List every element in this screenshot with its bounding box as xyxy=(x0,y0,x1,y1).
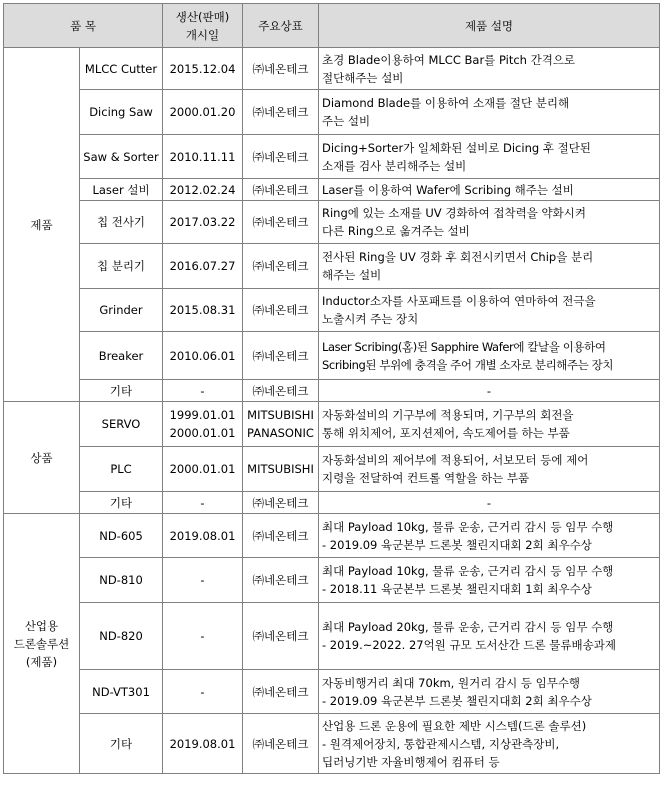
category-label: 상품 xyxy=(30,450,53,465)
description-cell xyxy=(319,714,660,774)
brand-cell xyxy=(243,714,319,774)
category-label-line: (제품) xyxy=(25,654,58,669)
category-label-line: 드론솔루션 xyxy=(13,636,70,651)
description-line: Laser Scribing(홈)된 Sapphire Wafer에 칼날을 이용하여 xyxy=(322,339,606,354)
description-line: 딥러닝기반 자율비행제어 컴퓨터 등 xyxy=(322,754,500,769)
table-row xyxy=(4,603,660,670)
brand-line: ㈜네온테크 xyxy=(252,528,309,543)
category-cell xyxy=(4,48,80,402)
description-cell xyxy=(319,289,660,332)
item-name-cell: 칩 전사기 xyxy=(80,201,163,244)
brand-line: ㈜네온테크 xyxy=(252,105,309,119)
category-cell xyxy=(4,514,80,774)
description-line: - 2019.~2022. 27억원 규모 도서산간 드론 물류배송과제 xyxy=(322,638,616,652)
description-line: 소재를 검사 분리해주는 설비 xyxy=(322,158,467,173)
product-table xyxy=(3,3,660,774)
launch-date-cell xyxy=(163,492,243,514)
launch-date-line: - xyxy=(200,684,205,699)
launch-date-cell xyxy=(163,48,243,90)
description-line: Dicing+Sorter가 일체화된 설비로 Dicing 후 절단된 xyxy=(322,140,591,155)
brand-line: ㈜네온테크 xyxy=(252,684,309,699)
description-line: - 원격제어장치, 통합관제시스템, 지상관측장비, xyxy=(322,736,560,751)
table-row xyxy=(4,670,660,714)
description-line: Inductor소자를 사포패트를 이용하여 연마하여 전극을 xyxy=(322,294,596,308)
brand-cell xyxy=(243,244,319,289)
description-cell xyxy=(319,179,660,201)
brand-cell xyxy=(243,332,319,380)
launch-date-cell xyxy=(163,714,243,774)
brand-line: ㈜네온테크 xyxy=(252,629,309,643)
description-line: 전사된 Ring을 UV 경화 후 회전시키면서 Chip을 분리 xyxy=(322,250,594,264)
description-line: - 2018.11 육군본부 드론봇 챌린지대회 1회 최우수상 xyxy=(322,582,592,596)
description-line: Laser를 이용하여 Wafer에 Scribing 해주는 설비 xyxy=(322,182,574,197)
table-row xyxy=(4,402,660,447)
brand-line: ㈜네온테크 xyxy=(252,383,309,398)
description-line: 절단해주는 설비 xyxy=(322,70,404,85)
launch-date-cell xyxy=(163,332,243,380)
launch-date-line: 2010.06.01 xyxy=(169,348,236,363)
brand-cell xyxy=(243,179,319,201)
launch-date-line: 2000.01.20 xyxy=(169,105,236,119)
table-row xyxy=(4,48,660,90)
description-cell xyxy=(319,380,660,402)
brand-cell xyxy=(243,514,319,558)
launch-date-cell xyxy=(163,514,243,558)
item-name-cell: ND-810 xyxy=(80,558,163,603)
brand-line: ㈜네온테크 xyxy=(252,215,309,229)
description-line: 자동화설비의 제어부에 적용되어, 서보모터 등에 제어 xyxy=(322,453,589,467)
launch-date-line: 2000.01.01 xyxy=(169,426,236,440)
table-row xyxy=(4,289,660,332)
table-row xyxy=(4,558,660,603)
header-launch-date xyxy=(163,4,243,48)
launch-date-cell xyxy=(163,402,243,447)
brand-cell xyxy=(243,603,319,670)
brand-cell xyxy=(243,402,319,447)
header-row xyxy=(4,4,660,48)
brand-line: ㈜네온테크 xyxy=(252,736,309,751)
category-label-line: 산업용 xyxy=(24,618,59,633)
description-cell xyxy=(319,558,660,603)
description-line: Ring에 있는 소재를 UV 경화하여 접착력을 약화시켜 xyxy=(322,206,586,220)
brand-cell xyxy=(243,90,319,135)
description-line: - 2019.09 육군본부 드론봇 챌린지대회 2회 최우수상 xyxy=(322,537,592,552)
item-name-cell: Laser 설비 xyxy=(80,179,163,201)
description-cell xyxy=(319,402,660,447)
description-line: 다른 Ring으로 옮겨주는 설비 xyxy=(322,224,470,238)
launch-date-line: 2010.11.11 xyxy=(169,149,236,164)
item-name-cell: ND-VT301 xyxy=(80,670,163,714)
description-line: Diamond Blade를 이용하여 소재를 절단 분리해 xyxy=(322,96,570,110)
launch-date-line: 2015.12.04 xyxy=(169,61,236,76)
description-line: 자동비행거리 최대 70km, 원거리 감시 등 임무수행 xyxy=(322,675,581,690)
launch-date-cell xyxy=(163,380,243,402)
description-cell xyxy=(319,244,660,289)
table-row xyxy=(4,380,660,402)
description-cell xyxy=(319,201,660,244)
brand-cell xyxy=(243,670,319,714)
launch-date-line: 2016.07.27 xyxy=(169,259,236,273)
brand-cell xyxy=(243,492,319,514)
brand-line: ㈜네온테크 xyxy=(252,348,309,363)
header-launch-line1: 생산(판매) xyxy=(175,9,230,24)
launch-date-cell xyxy=(163,201,243,244)
brand-cell xyxy=(243,201,319,244)
description-line: 산업용 드론 운용에 필요한 제반 시스템(드론 솔루션) xyxy=(322,718,587,733)
table-row xyxy=(4,714,660,774)
table-row xyxy=(4,179,660,201)
item-name-cell: ND-605 xyxy=(80,514,163,558)
launch-date-line: 1999.01.01 xyxy=(169,408,236,422)
item-name-cell: Breaker xyxy=(80,332,163,380)
launch-date-cell xyxy=(163,90,243,135)
brand-line: ㈜네온테크 xyxy=(252,61,309,76)
brand-cell xyxy=(243,380,319,402)
launch-date-line: 2019.08.01 xyxy=(169,528,236,543)
table-row xyxy=(4,514,660,558)
launch-date-line: 2017.03.22 xyxy=(169,215,236,229)
launch-date-cell xyxy=(163,135,243,179)
category-cell xyxy=(4,402,80,514)
description-line: 지령을 전달하여 컨트롤 역할을 하는 부품 xyxy=(322,471,530,485)
description-line: 초경 Blade이용하여 MLCC Bar를 Pitch 간격으로 xyxy=(322,52,576,67)
launch-date-line: 2015.08.31 xyxy=(169,303,236,317)
description-cell xyxy=(319,135,660,179)
brand-line: ㈜네온테크 xyxy=(252,303,309,317)
description-line: 최대 Payload 10kg, 물류 운송, 근거리 감시 등 임무 수행 xyxy=(322,519,614,534)
item-name-cell: MLCC Cutter xyxy=(80,48,163,90)
launch-date-line: - xyxy=(200,383,205,398)
item-name-cell: Dicing Saw xyxy=(80,90,163,135)
header-brand: 주요상표 xyxy=(243,4,319,48)
item-name-cell: 기타 xyxy=(80,492,163,514)
brand-line: MITSUBISHI xyxy=(247,408,314,422)
description-cell xyxy=(319,90,660,135)
launch-date-line: 2019.08.01 xyxy=(169,736,236,751)
category-label: 제품 xyxy=(30,217,53,232)
item-name-cell: 기타 xyxy=(80,714,163,774)
item-name-cell: ND-820 xyxy=(80,603,163,670)
description-cell xyxy=(319,48,660,90)
table-row xyxy=(4,90,660,135)
launch-date-cell xyxy=(163,244,243,289)
brand-line: ㈜네온테크 xyxy=(252,495,309,510)
launch-date-line: 2000.01.01 xyxy=(169,462,236,476)
brand-line: MITSUBISHI xyxy=(247,462,314,476)
table-row xyxy=(4,492,660,514)
launch-date-line: - xyxy=(200,629,205,643)
launch-date-cell xyxy=(163,289,243,332)
description-line: 주는 설비 xyxy=(322,114,371,128)
table-row xyxy=(4,135,660,179)
brand-cell xyxy=(243,447,319,492)
item-name-cell: PLC xyxy=(80,447,163,492)
launch-date-cell xyxy=(163,558,243,603)
launch-date-line: - xyxy=(200,495,205,510)
launch-date-cell xyxy=(163,447,243,492)
description-line: 자동화설비의 기구부에 적용되며, 기구부의 회전을 xyxy=(322,408,574,422)
item-name-cell: 기타 xyxy=(80,380,163,402)
table-row xyxy=(4,332,660,380)
table-row xyxy=(4,447,660,492)
launch-date-cell xyxy=(163,179,243,201)
description-line: Scribing된 부위에 충격을 주어 개별 소자로 분리해주는 장치 xyxy=(322,357,614,372)
brand-line: ㈜네온테크 xyxy=(252,149,309,164)
description-cell xyxy=(319,492,660,514)
launch-date-line: 2012.02.24 xyxy=(169,182,236,197)
description-line: - 2019.09 육군본부 드론봇 챌린지대회 2회 최우수상 xyxy=(322,693,592,708)
description-cell xyxy=(319,603,660,670)
header-description: 제품 설명 xyxy=(319,4,660,48)
brand-cell xyxy=(243,48,319,90)
description-line: - xyxy=(486,495,492,510)
description-cell xyxy=(319,447,660,492)
header-launch-line2: 개시일 xyxy=(185,27,220,42)
launch-date-cell xyxy=(163,670,243,714)
description-cell xyxy=(319,670,660,714)
description-line: 최대 Payload 10kg, 물류 운송, 근거리 감시 등 임무 수행 xyxy=(322,564,614,578)
launch-date-line: - xyxy=(200,573,205,587)
description-cell xyxy=(319,332,660,380)
item-name-cell: SERVO xyxy=(80,402,163,447)
item-name-cell: Grinder xyxy=(80,289,163,332)
brand-cell xyxy=(243,558,319,603)
brand-cell xyxy=(243,135,319,179)
item-name-cell: Saw & Sorter xyxy=(80,135,163,179)
brand-cell xyxy=(243,289,319,332)
description-line: 최대 Payload 20kg, 물류 운송, 근거리 감시 등 임무 수행 xyxy=(322,620,614,634)
description-line: 통해 위치제어, 포지션제어, 속도제어를 하는 부품 xyxy=(322,426,570,440)
description-cell xyxy=(319,514,660,558)
item-name-cell: 칩 분리기 xyxy=(80,244,163,289)
brand-line: ㈜네온테크 xyxy=(252,573,309,587)
brand-line: ㈜네온테크 xyxy=(252,182,309,197)
launch-date-cell xyxy=(163,603,243,670)
brand-line: ㈜네온테크 xyxy=(252,259,309,273)
table-row xyxy=(4,201,660,244)
table-row xyxy=(4,244,660,289)
description-line: 해주는 설비 xyxy=(322,268,382,282)
header-item: 품 목 xyxy=(4,4,163,48)
description-line: 노출시켜 주는 장치 xyxy=(322,312,419,326)
description-line: - xyxy=(486,383,492,398)
brand-line: PANASONIC xyxy=(247,426,314,440)
